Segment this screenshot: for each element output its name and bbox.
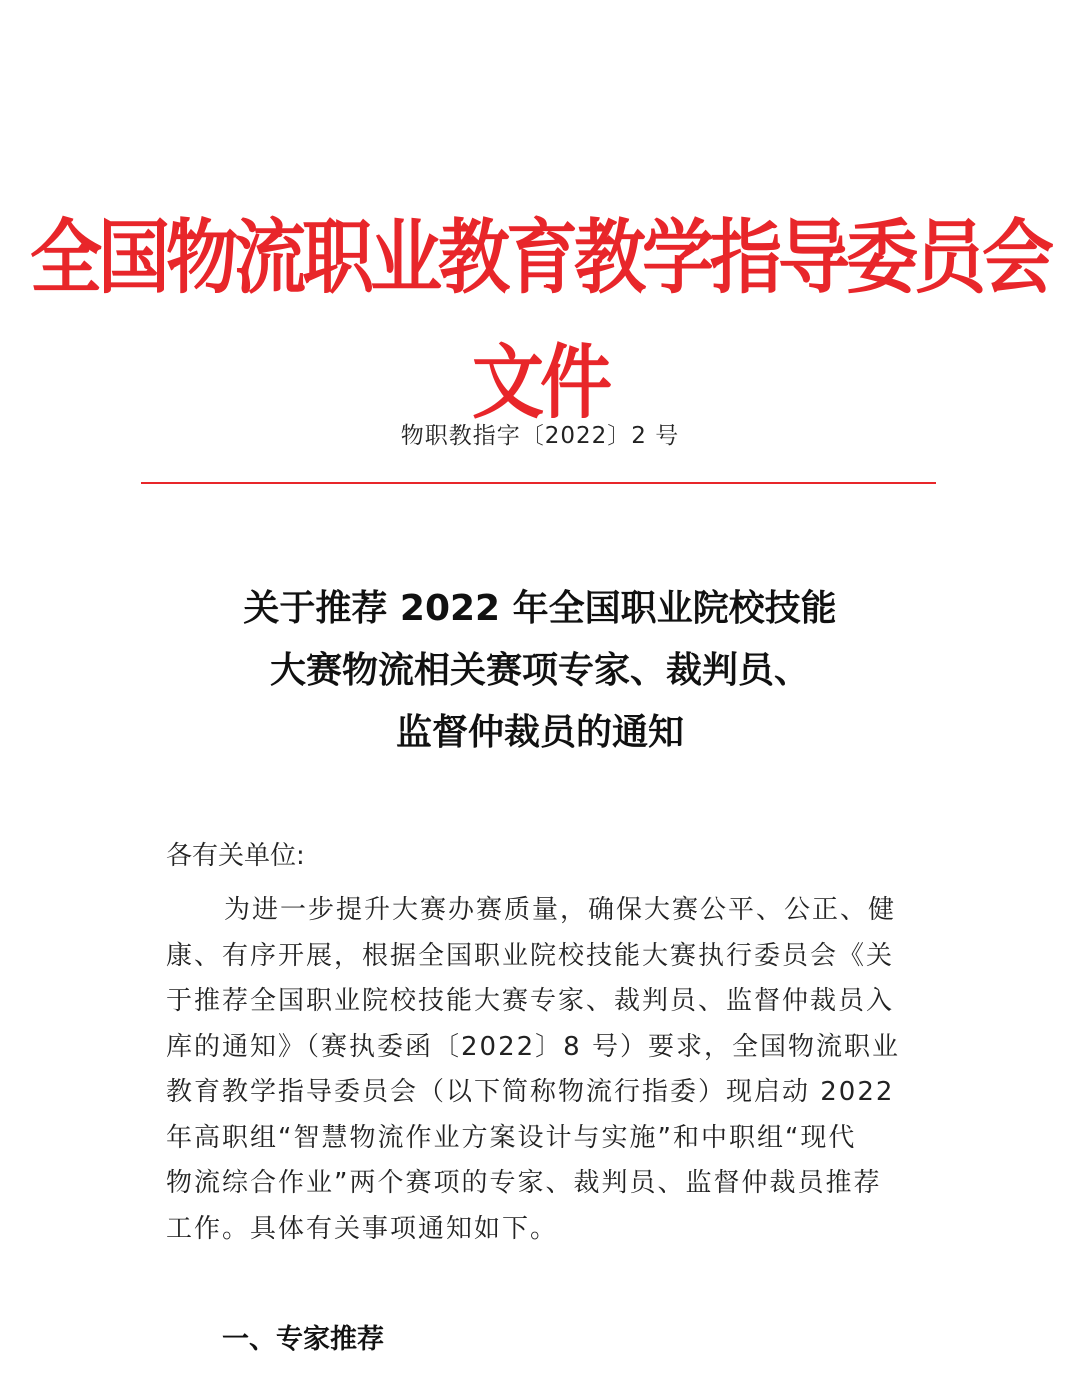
notice-title-line: 监督仲裁员的通知 <box>395 712 684 753</box>
body-line: 工作。具体有关事项通知如下。 <box>166 1213 559 1244</box>
body-line: 教育教学指导委员会（以下简称物流行指委）现启动 2022 <box>166 1077 895 1107</box>
body-paragraph <box>166 888 926 1252</box>
body-line: 年高职组“智慧物流作业方案设计与实施”和中职组“现代 <box>166 1122 857 1153</box>
body-line: 库的通知》（赛执委函〔2022〕8 号）要求，全国物流职业 <box>166 1031 900 1062</box>
masthead-title: 全国物流职业教育教学指导委员会文件 <box>29 209 1050 430</box>
red-divider-line <box>141 482 936 484</box>
body-line: 为进一步提升大赛办赛质量，确保大赛公平、公正、健 <box>224 895 897 925</box>
salutation: 各有关单位: <box>166 841 305 871</box>
body-line: 物流综合作业”两个赛项的专家、裁判员、监督仲裁员推荐 <box>166 1168 882 1198</box>
notice-title-line: 大赛物流相关赛项专家、裁判员、 <box>269 650 810 691</box>
body-line: 康、有序开展，根据全国职业院校技能大赛执行委员会《关 <box>166 940 895 971</box>
body-line: 于推荐全国职业院校技能大赛专家、裁判员、监督仲裁员入 <box>166 986 895 1016</box>
section-heading: 一、专家推荐 <box>222 1324 384 1355</box>
document-number: 物职教指字〔2022〕2 号 <box>400 423 680 449</box>
notice-title-line: 关于推荐 2022 年全国职业院校技能 <box>243 588 837 629</box>
notice-title <box>120 578 960 764</box>
